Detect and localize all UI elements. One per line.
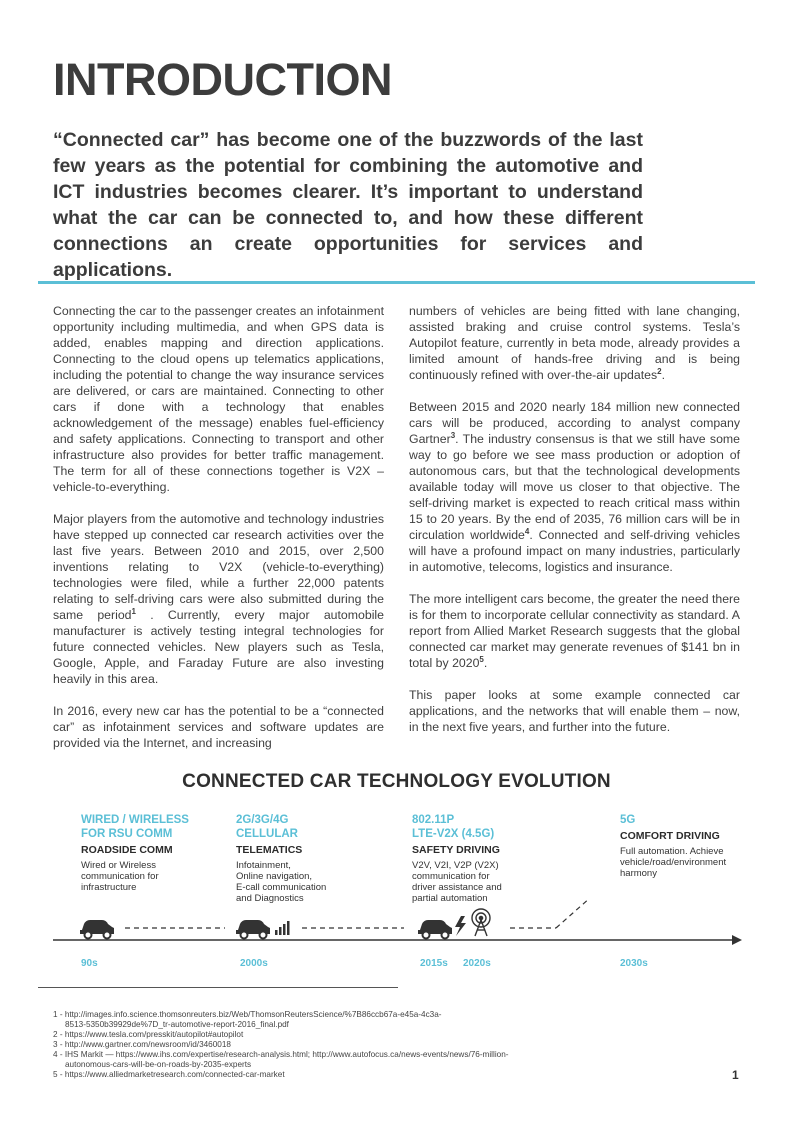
footnote-line: 4 - IHS Markit — https://www.ihs.com/expertise/research-analysis.html; http://www.autofocus.ca/news-events/news/76-million- xyxy=(53,1050,509,1059)
car-icon xyxy=(418,920,452,939)
left-paragraph-1: Connecting the car to the passenger creates an infotainment opportunity including multimedia, and when GPS data is added, enables mapping and direction applications. Connecting to the cloud opens up telematics applications, including the potential to change the way insurance services are delivered, or cars are maintained. Connecting to other cars if done with a technology that enables acknowledgement of the message) enables fuel-efficiency and safety applications. Connecting to transport and other infrastructure also provides for better traffic management. The term for all of these connections together is V2X – vehicle-to-everything. xyxy=(53,304,384,494)
timeline-graphic xyxy=(0,900,793,955)
left-paragraph-3: In 2016, every new car has the potential to be a “connected car” as infotainment services and software updates are provided via the Internet, and increasing xyxy=(53,704,384,750)
section-divider xyxy=(38,281,755,284)
footnotes xyxy=(53,1010,693,1080)
timeline-stage-safety: 802.11P LTE-V2X (4.5G) SAFETY DRIVING V2V, V2I, V2P (V2X) communication for driver assistance and partial automation xyxy=(412,814,502,904)
footnote-ref: 3 xyxy=(450,430,456,440)
year-label: 2000s xyxy=(240,958,268,969)
dashed-connector-rising xyxy=(556,900,608,928)
radio-tower-icon xyxy=(472,909,490,936)
lightning-icon xyxy=(455,916,466,936)
footnote-ref: 4 xyxy=(524,526,530,536)
left-paragraph-2: Major players from the automotive and technology industries have stepped up connected car research activities over the last five years. Between 2010 and 2015, over 2,500 inventions relating to V2X (vehicle-to-everything) technologies were filed, while a further 22,000 patents relating to self-driving cars were also submitted during the same period$^1$ . Currently, every major automobile manufacturer is actively testing integral technologies for future connected vehicles. New players such as Tesla, Google, Apple, and Faraday Future are also investing heavily in this area. xyxy=(53,512,384,686)
timeline-arrowhead xyxy=(732,935,742,945)
footnote-line: 8513-5350b39929de%7D_tr-automotive-report-2016_final.pdf xyxy=(65,1020,289,1029)
footnote-ref: 2 xyxy=(657,366,662,376)
year-label: 2030s xyxy=(620,958,648,969)
footnote-line: 1 - http://images.info.science.thomsonreuters.biz/Web/ThomsonReutersScience/%7B86ccb67a-e45a-4c3a- xyxy=(53,1010,442,1019)
right-paragraph-4: This paper looks at some example connected car applications, and the networks that will enable them – now, in the next five years, and further into the future. xyxy=(409,688,740,734)
footnote-line: 5 - https://www.alliedmarketresearch.com/connected-car-market xyxy=(53,1070,285,1079)
footnote-line: 2 - https://www.tesla.com/presskit/autopilot#autopilot xyxy=(53,1030,244,1039)
year-label: 2015s xyxy=(420,958,448,969)
right-paragraph-3: The more intelligent cars become, the greater the need there is for them to incorporate cellular connectivity as standard. A report from Allied Market Research suggests that the global connected car market may generate revenues of $141 bn in total by 2020$^5$. xyxy=(409,592,740,670)
car-icon xyxy=(236,920,270,939)
timeline-title: CONNECTED CAR TECHNOLOGY EVOLUTION xyxy=(182,771,611,792)
signal-bars-icon xyxy=(275,921,290,935)
right-column xyxy=(409,303,740,751)
footnote-ref: 1 xyxy=(131,606,136,616)
right-paragraph-1: numbers of vehicles are being fitted with lane changing, assisted braking and cruise control systems. Tesla’s Autopilot feature, currently in beta mode, already provides a limited amount of hands-free driving and is being continuously refined with over-the-air updates$^2$. xyxy=(409,304,740,382)
timeline-stage-comfort: 5G COMFORT DRIVING Full automation. Achieve vehicle/road/environment harmony xyxy=(620,814,727,879)
footnote-line: autonomous-cars-will-be-on-roads-by-2035-experts xyxy=(65,1060,252,1069)
lead-paragraph: “Connected car” has become one of the buzzwords of the last few years as the potential for combining the automotive and ICT industries becomes clearer. It’s important to understand what the car can be connected to, and how these different connections an create opportunities for services and applications. xyxy=(53,129,643,281)
footnote-line: 3 - http://www.gartner.com/newsroom/id/3460018 xyxy=(53,1040,231,1049)
year-label: 90s xyxy=(81,958,98,969)
year-label: 2020s xyxy=(463,958,491,969)
timeline-stage-telematics: 2G/3G/4G CELLULAR TELEMATICS Infotainment, Online navigation, E-call communication and Diagnostics xyxy=(236,814,327,904)
right-paragraph-2: Between 2015 and 2020 nearly 184 million new connected cars will be produced, according to analyst company Gartner$^3$. The industry consensus is that we still have some way to go before we see mass production or adoption of autonomous cars, but that the technological developments available today will move us closer to that objective. The self-driving market is expected to reach critical mass within 15 to 20 years. By the end of 2035, 76 million cars will be in circulation worldwide$^4$. Connected and self-driving vehicles will have a profound impact on many industries, particularly in automotive, telecoms, logistics and insurance. xyxy=(409,400,741,574)
car-icon xyxy=(80,920,114,939)
timeline-stage-roadside: WIRED / WIRELESS FOR RSU COMM ROADSIDE COMM Wired or Wireless communication for infrastructure xyxy=(81,814,189,893)
page-number: 1 xyxy=(732,1068,739,1082)
page-title: INTRODUCTION xyxy=(53,54,392,105)
footnote-ref: 5 xyxy=(479,654,484,664)
left-column xyxy=(53,303,384,767)
footnote-divider xyxy=(38,987,398,988)
